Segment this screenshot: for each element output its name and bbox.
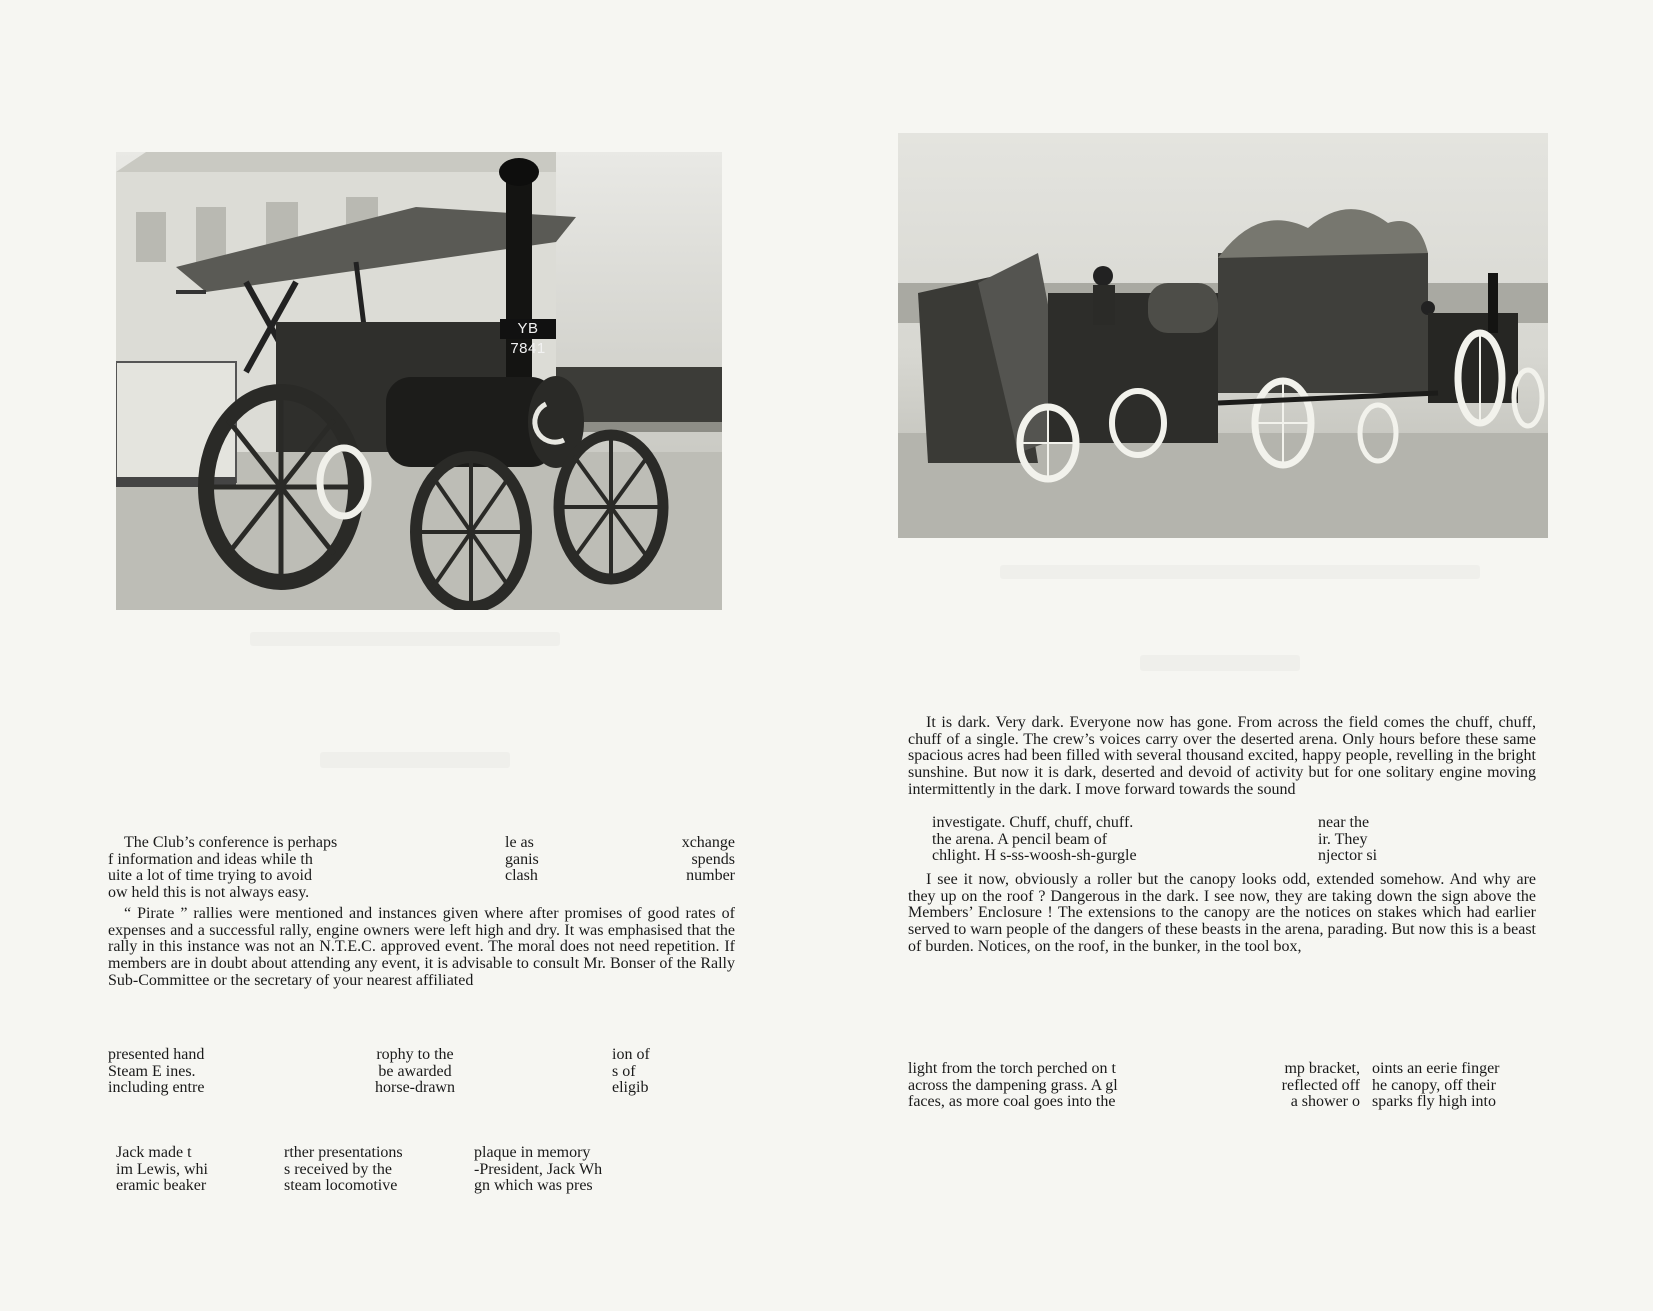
show-through-caption-left: [250, 632, 560, 646]
torch-text-col3: oints an eerie finger he canopy, off their sparks fly high into: [1372, 1060, 1500, 1111]
dark-night-paragraph: It is dark. Very dark. Everyone now has gone. From across the field comes the chuff, chuff, chuff of a single. The crew’s voices carry over the deserted arena. Only hours before these same spacious acres had been filled with several thousand excited, happy people, revelling in the bright sunshine. But now it is dark, deserted and devoid of activity but for one solitary engine moving intermittently in the dark. I move forward towards the sound: [908, 714, 1536, 798]
torch-text-col1: light from the torch perched on t across the dampening grass. A gl faces, as more coal goes into the: [908, 1060, 1118, 1111]
roller-canopy-paragraph: I see it now, obviously a roller but the canopy looks odd, extended somehow. And why are they up on the roof ? Dangerous in the dark. I see now, they are taking down the sign above the Members’ Enclosure ! The extensions to the canopy are the notices on stakes which had earlier served to warn people of the dangers of these beasts in the arena, parading. But now this is a beast of burden. Notices, on the roof, in the bunker, in the tool box,: [908, 871, 1536, 955]
trophy-text-col2: rophy to the be awarded horse-drawn: [375, 1046, 455, 1097]
threshing-train-photo: [898, 133, 1548, 538]
jack-text-col1: Jack made t im Lewis, whi eramic beaker: [116, 1144, 208, 1195]
conference-text-col2: le as ganis clash: [505, 834, 539, 885]
conference-text-col1: The Club’s conference is perhaps f information and ideas while th uite a lot of time trying to avoid ow held this is not always easy.: [108, 834, 338, 902]
show-through-heading-right: [1140, 655, 1300, 671]
show-through-heading-left: [320, 752, 510, 768]
show-through-caption-right: [1000, 565, 1480, 579]
jack-text-col3: plaque in memory -President, Jack Wh gn which was pres: [474, 1144, 603, 1195]
trophy-text-col3: ion of s of eligib: [612, 1046, 650, 1097]
conference-text-col3: xchange spends number: [681, 834, 735, 885]
torch-text-col2: mp bracket, reflected off a shower o: [1281, 1060, 1360, 1111]
registration-plate: YB 7841: [500, 319, 556, 339]
traction-engine-photo: [116, 152, 722, 610]
trophy-text-col1: presented hand Steam E ines. including entre: [108, 1046, 205, 1097]
jack-text-col2: rther presentations s received by the steam locomotive: [284, 1144, 403, 1195]
pirate-rallies-paragraph: “ Pirate ” rallies were mentioned and instances given where after promises of good rates of expenses and a successful rally, engine owners were left high and dry. It was emphasised that the rally in this instance was not an N.T.E.C. approved event. The moral does not need repetition. If members are in doubt about attending any event, it is advisable to consult Mr. Bonser of the Rally Sub-Committee or the secretary of your nearest affiliated: [108, 905, 735, 989]
investigate-text-col2: near the ir. They njector si: [1318, 814, 1378, 865]
investigate-text-col1: investigate. Chuff, chuff, chuff. the arena. A pencil beam of chlight. H s-ss-woosh-sh-gurgle: [932, 814, 1137, 865]
